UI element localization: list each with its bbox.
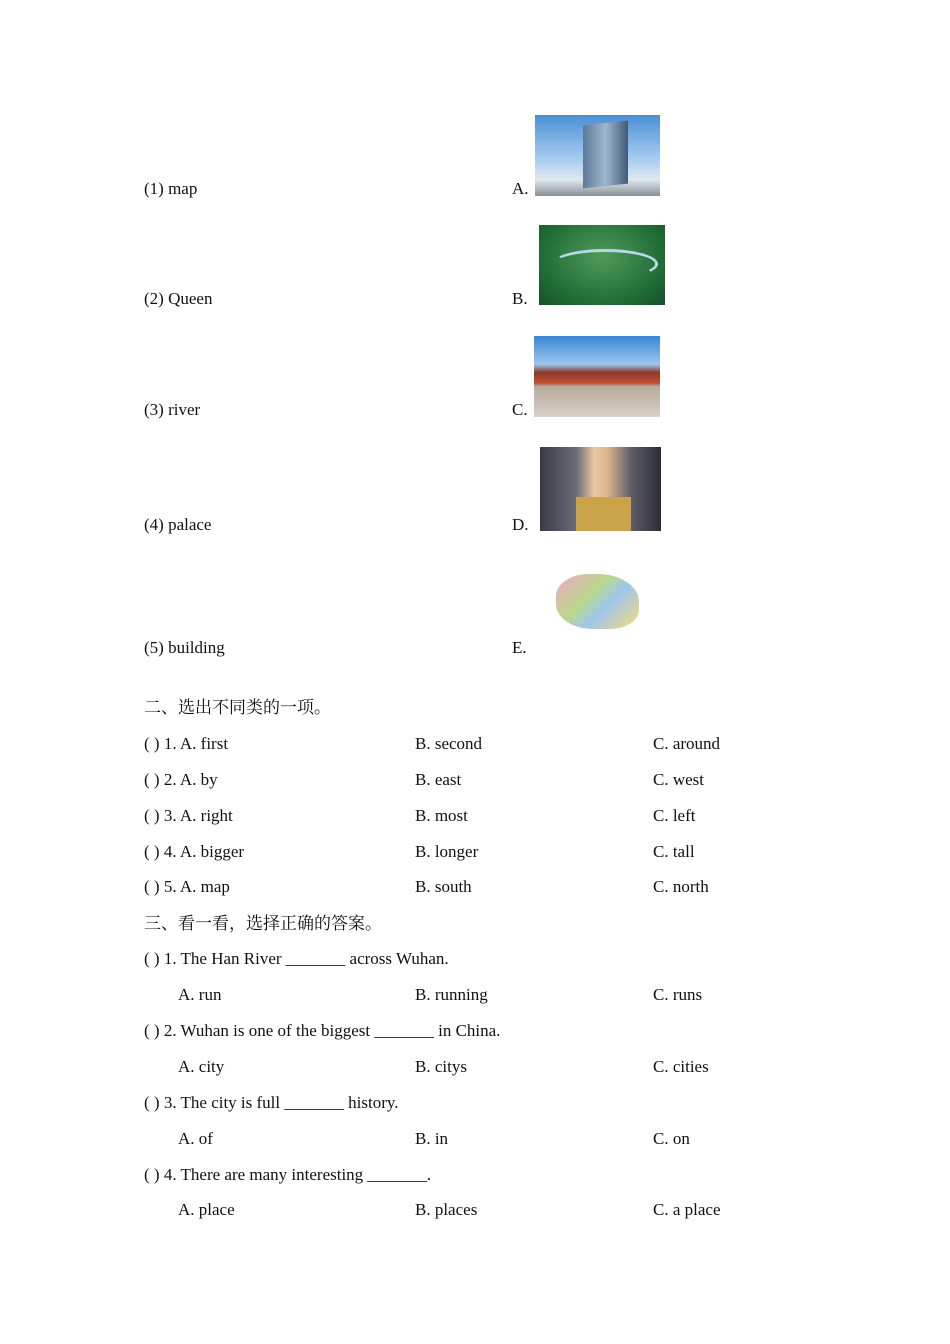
s3-q2-b: B. citys xyxy=(415,1057,467,1076)
match-letter-e: E. xyxy=(512,638,527,657)
s3-q1-a: A. run xyxy=(178,985,222,1004)
section3-heading: 三、看一看，选择正确的答案。 xyxy=(144,914,382,933)
match-letter-a: A. xyxy=(512,179,529,198)
s2-q5-c: C. north xyxy=(653,877,709,896)
match-word-4: (4) palace xyxy=(144,515,212,534)
s3-q2: ( ) 2. Wuhan is one of the biggest _______ in China. xyxy=(144,1021,501,1040)
s3-q2-c: C. cities xyxy=(653,1057,709,1076)
s2-q5-b: B. south xyxy=(415,877,472,896)
office-building-photo xyxy=(535,115,660,196)
s3-q3-c: C. on xyxy=(653,1129,690,1148)
s2-q3-b: B. most xyxy=(415,806,468,825)
s3-q2-a: A. city xyxy=(178,1057,225,1076)
match-word-3: (3) river xyxy=(144,400,201,419)
s2-q2: ( ) 2. A. by xyxy=(144,770,218,789)
match-word-5: (5) building xyxy=(144,638,225,657)
queen-photo xyxy=(540,447,661,531)
s2-q1-b: B. second xyxy=(415,734,483,753)
s2-q2-b: B. east xyxy=(415,770,462,789)
s3-q3: ( ) 3. The city is full _______ history. xyxy=(144,1093,399,1112)
s2-q1-c: C. around xyxy=(653,734,721,753)
match-letter-c: C. xyxy=(512,400,528,419)
s3-q3-b: B. in xyxy=(415,1129,449,1148)
s3-q4-c: C. a place xyxy=(653,1200,721,1219)
river-photo xyxy=(539,225,665,305)
s2-q4-c: C. tall xyxy=(653,842,695,861)
s3-q1-b: B. running xyxy=(415,985,488,1004)
palace-photo xyxy=(534,336,660,417)
china-map-image xyxy=(545,560,655,652)
s2-q1: ( ) 1. A. first xyxy=(144,734,229,753)
match-word-1: (1) map xyxy=(144,179,198,198)
s3-q1-c: C. runs xyxy=(653,985,703,1004)
match-word-2: (2) Queen xyxy=(144,289,213,308)
s3-q4-a: A. place xyxy=(178,1200,235,1219)
match-letter-d: D. xyxy=(512,515,529,534)
section2-heading: 二、选出不同类的一项。 xyxy=(144,698,331,717)
s2-q3: ( ) 3. A. right xyxy=(144,806,233,825)
s2-q4-b: B. longer xyxy=(415,842,479,861)
s3-q4: ( ) 4. There are many interesting _______. xyxy=(144,1165,432,1184)
s2-q2-c: C. west xyxy=(653,770,704,789)
s3-q3-a: A. of xyxy=(178,1129,213,1148)
s2-q3-c: C. left xyxy=(653,806,696,825)
s3-q4-b: B. places xyxy=(415,1200,478,1219)
s2-q4: ( ) 4. A. bigger xyxy=(144,842,245,861)
s3-q1: ( ) 1. The Han River _______ across Wuhan. xyxy=(144,949,449,968)
match-letter-b: B. xyxy=(512,289,528,308)
s2-q5: ( ) 5. A. map xyxy=(144,877,230,896)
